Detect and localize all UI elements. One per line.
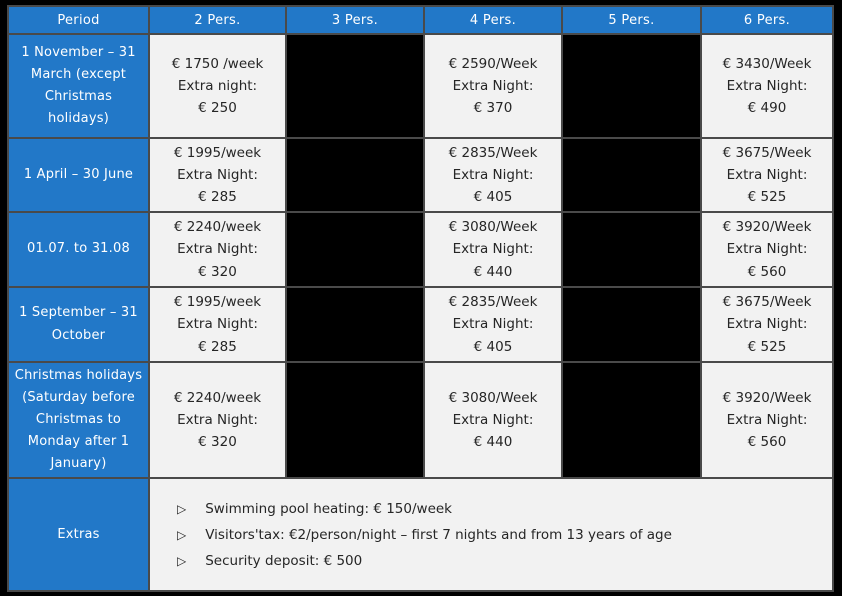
- redacted-cell: [286, 34, 424, 138]
- extra-night-price: € 525: [747, 189, 787, 206]
- redacted-cell: [286, 287, 424, 362]
- redacted-cell: [562, 138, 701, 212]
- price-cell-4pers: [424, 362, 562, 478]
- header-cell-3pers: 3 Pers.: [286, 6, 424, 34]
- redacted-cell: [562, 34, 701, 138]
- price-cell-6pers: [701, 34, 833, 138]
- price-cell-6pers: [701, 138, 833, 212]
- week-price: € 3675/Week: [722, 144, 812, 161]
- extra-night-price: € 285: [198, 338, 237, 355]
- extra-night-price: € 525: [747, 338, 787, 355]
- extra-night-price: € 370: [473, 100, 513, 117]
- price-cell-4pers: [424, 287, 562, 362]
- extra-night-label: Extra Night:: [177, 166, 258, 183]
- extras-item: [177, 551, 822, 571]
- price-cell-2pers: [149, 287, 286, 362]
- triangle-bullet-icon: ▷: [177, 501, 187, 516]
- week-price: € 3080/Week: [448, 389, 538, 406]
- week-price: € 3675/Week: [722, 294, 812, 311]
- extra-night-label: Extra Night:: [177, 412, 258, 429]
- extras-item-text: Security deposit: € 500: [205, 553, 363, 570]
- redacted-cell: [562, 287, 701, 362]
- extra-night-price: € 405: [473, 189, 513, 206]
- triangle-bullet-icon: ▷: [177, 554, 187, 569]
- period-cell: 1 September – 31 October: [8, 287, 149, 362]
- header-row: [8, 6, 833, 34]
- redacted-cell: [562, 212, 701, 287]
- week-price: € 2590/Week: [448, 55, 538, 72]
- redacted-cell: [562, 362, 701, 478]
- extras-content-cell: [149, 478, 833, 591]
- extras-label-cell: Extras: [8, 478, 149, 591]
- week-price: € 1995/week: [173, 294, 262, 311]
- extra-night-label: Extra Night:: [726, 241, 808, 258]
- extra-night-label: Extra night:: [177, 77, 258, 94]
- header-cell-period: Period: [8, 6, 149, 34]
- period-cell: 1 April – 30 June: [8, 138, 149, 212]
- header-cell-5pers: 5 Pers.: [562, 6, 701, 34]
- extra-night-label: Extra Night:: [452, 241, 534, 258]
- week-price: € 3920/Week: [722, 389, 812, 406]
- table-row: [8, 287, 833, 362]
- extra-night-price: € 440: [473, 434, 513, 451]
- table-row: [8, 212, 833, 287]
- header-cell-4pers: 4 Pers.: [424, 6, 562, 34]
- period-cell: 1 November – 31 March (except Christmas holidays): [8, 34, 149, 138]
- extra-night-price: € 285: [198, 189, 237, 206]
- extra-night-price: € 320: [198, 263, 237, 280]
- triangle-bullet-icon: ▷: [177, 527, 187, 542]
- extra-night-price: € 320: [198, 434, 237, 451]
- extra-night-label: Extra Night:: [726, 316, 808, 333]
- price-cell-2pers: [149, 138, 286, 212]
- extra-night-label: Extra Night:: [177, 241, 258, 258]
- extra-night-label: Extra Night:: [452, 412, 534, 429]
- price-cell-2pers: [149, 362, 286, 478]
- price-cell-6pers: [701, 362, 833, 478]
- week-price: € 2835/Week: [448, 144, 538, 161]
- extra-night-label: Extra Night:: [452, 77, 534, 94]
- week-price: € 3920/Week: [722, 219, 812, 236]
- price-cell-4pers: [424, 212, 562, 287]
- week-price: € 1750 /week: [171, 55, 264, 72]
- table-row: [8, 362, 833, 478]
- extras-item: [177, 499, 822, 519]
- extra-night-label: Extra Night:: [726, 77, 808, 94]
- week-price: € 1995/week: [173, 144, 262, 161]
- table-row: [8, 138, 833, 212]
- extras-item-text: Swimming pool heating: € 150/week: [205, 500, 453, 517]
- extra-night-price: € 440: [473, 263, 513, 280]
- extra-night-price: € 490: [747, 100, 787, 117]
- extra-night-label: Extra Night:: [726, 412, 808, 429]
- extra-night-label: Extra Night:: [726, 166, 808, 183]
- week-price: € 2240/week: [173, 219, 262, 236]
- redacted-cell: [286, 362, 424, 478]
- week-price: € 3080/Week: [448, 219, 538, 236]
- extra-night-label: Extra Night:: [452, 316, 534, 333]
- extras-item-text: Visitors'tax: €2/person/night – first 7 nights and from 13 years of age: [205, 526, 672, 543]
- redacted-cell: [286, 212, 424, 287]
- extra-night-label: Extra Night:: [177, 316, 258, 333]
- redacted-cell: [286, 138, 424, 212]
- extras-row: [8, 478, 833, 591]
- extra-night-price: € 405: [473, 338, 513, 355]
- table-row: [8, 34, 833, 138]
- period-cell: Christmas holidays (Saturday before Christmas to Monday after 1 January): [8, 362, 149, 478]
- price-cell-4pers: [424, 138, 562, 212]
- extra-night-price: € 560: [747, 263, 787, 280]
- price-cell-6pers: [701, 212, 833, 287]
- week-price: € 2835/Week: [448, 294, 538, 311]
- period-cell: 01.07. to 31.08: [8, 212, 149, 287]
- week-price: € 2240/week: [173, 389, 262, 406]
- extra-night-label: Extra Night:: [452, 166, 534, 183]
- week-price: € 3430/Week: [722, 55, 812, 72]
- price-cell-2pers: [149, 34, 286, 138]
- extra-night-price: € 250: [198, 100, 237, 117]
- extra-night-price: € 560: [747, 434, 787, 451]
- price-cell-4pers: [424, 34, 562, 138]
- header-cell-6pers: 6 Pers.: [701, 6, 833, 34]
- pricing-table: [7, 5, 834, 592]
- header-cell-2pers: 2 Pers.: [149, 6, 286, 34]
- price-cell-2pers: [149, 212, 286, 287]
- price-cell-6pers: [701, 287, 833, 362]
- extras-item: [177, 525, 822, 545]
